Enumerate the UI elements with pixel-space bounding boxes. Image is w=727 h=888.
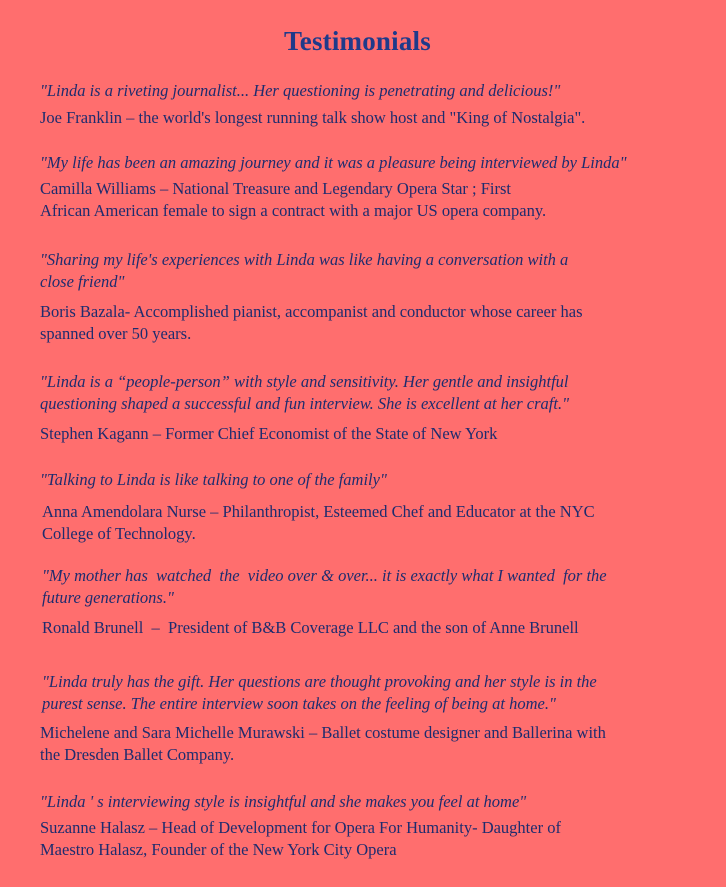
testimonial-quote-2: "My life has been an amazing journey and it was a pleasure being interviewed by Linda" [40, 153, 627, 172]
testimonial-quote-3: "Sharing my life's experiences with Linda was like having a conversation with a close friend" [40, 250, 569, 291]
testimonial-author-1: Joe Franklin – the world's longest running talk show host and "King of Nostalgia". [40, 108, 586, 127]
testimonial-author-7: Michelene and Sara Michelle Murawski – Ballet costume designer and Ballerina with the Dresden Ballet Company. [40, 723, 606, 764]
testimonial-quote-6: "My mother has watched the video over & over... it is exactly what I wanted for the future generations." [42, 566, 607, 607]
testimonial-author-4: Stephen Kagann – Former Chief Economist of the State of New York [40, 424, 498, 443]
page-title: Testimonials [284, 26, 431, 56]
testimonial-author-5: Anna Amendolara Nurse – Philanthropist, Esteemed Chef and Educator at the NYC College of Technology. [42, 502, 595, 543]
testimonial-quote-4: "Linda is a “people-person” with style and sensitivity. Her gentle and insightful questioning shaped a successful and fun interview. She is excellent at her craft." [40, 372, 570, 413]
testimonial-author-8: Suzanne Halasz – Head of Development for Opera For Humanity- Daughter of Maestro Halasz, Founder of the New York City Opera [40, 818, 561, 859]
testimonial-author-3: Boris Bazala- Accomplished pianist, accompanist and conductor whose career has spanned over 50 years. [40, 302, 583, 343]
testimonial-quote-8: "Linda ' s interviewing style is insightful and she makes you feel at home" [40, 792, 527, 811]
testimonial-author-2: Camilla Williams – National Treasure and Legendary Opera Star ; First African American female to sign a contract with a major US opera company. [40, 179, 547, 220]
testimonial-quote-5: "Talking to Linda is like talking to one of the family" [40, 470, 387, 489]
testimonial-quote-7: "Linda truly has the gift. Her questions are thought provoking and her style is in the purest sense. The entire interview soon takes on the feeling of being at home." [42, 672, 597, 713]
testimonial-quote-1: "Linda is a riveting journalist... Her questioning is penetrating and delicious!" [40, 81, 561, 100]
testimonial-author-6: Ronald Brunell – President of B&B Coverage LLC and the son of Anne Brunell [42, 618, 579, 637]
